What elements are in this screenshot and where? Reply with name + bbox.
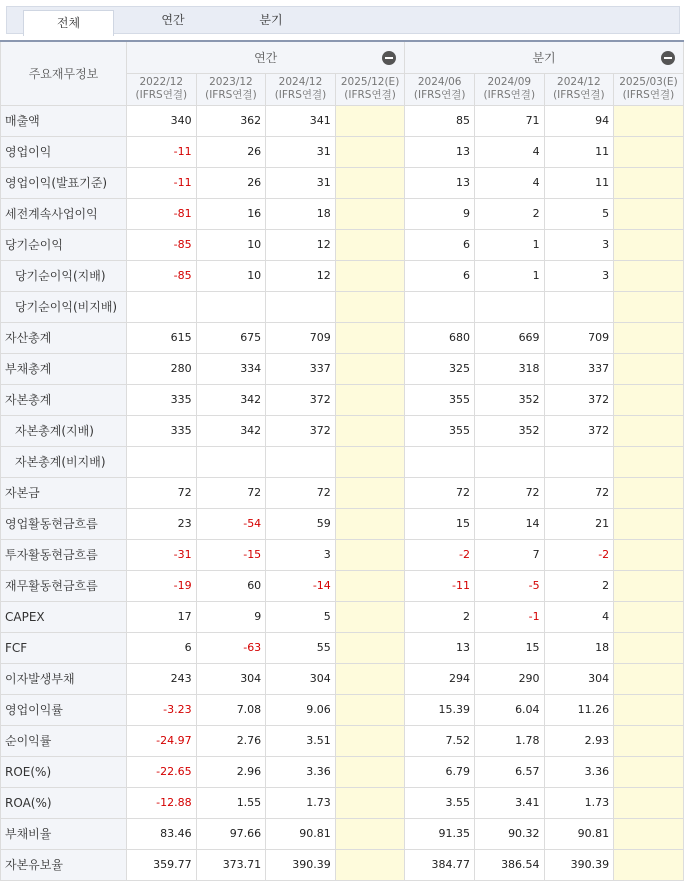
table-cell: 318: [474, 353, 544, 384]
table-cell: 1.73: [544, 787, 614, 818]
table-cell: 372: [544, 384, 614, 415]
table-cell: 4: [474, 136, 544, 167]
group-label: 분기: [532, 50, 556, 65]
period-header: [196, 73, 266, 105]
table-cell: [614, 632, 684, 663]
table-cell: 280: [127, 353, 197, 384]
period-basis: (IFRS연결): [135, 89, 188, 101]
table-cell: [335, 632, 405, 663]
table-cell: 355: [405, 415, 475, 446]
period-header: [266, 73, 336, 105]
table-cell: [335, 694, 405, 725]
table-cell: [614, 508, 684, 539]
group-header-quarterly: [405, 41, 683, 73]
table-cell: 675: [196, 322, 266, 353]
period-date: 2023/12: [209, 76, 253, 88]
table-cell: [335, 725, 405, 756]
table-cell: 4: [474, 167, 544, 198]
table-cell: [614, 818, 684, 849]
period-basis: (IFRS연결): [413, 89, 466, 101]
table-cell: 7: [474, 539, 544, 570]
table-cell: -63: [196, 632, 266, 663]
period-date: 2024/09: [487, 76, 532, 88]
table-cell: 7.52: [405, 725, 475, 756]
table-cell: 390.39: [266, 849, 336, 880]
table-cell: 3.51: [266, 725, 336, 756]
table-cell: 12: [266, 229, 336, 260]
table-cell: [335, 353, 405, 384]
table-cell: 26: [196, 136, 266, 167]
table-cell: 372: [266, 415, 336, 446]
minus-circle-icon[interactable]: [382, 51, 396, 65]
row-label: 자본총계(지배): [1, 415, 127, 446]
table-cell: 59: [266, 508, 336, 539]
table-cell: 290: [474, 663, 544, 694]
row-label: 자본총계(비지배): [1, 446, 127, 477]
table-cell: [614, 694, 684, 725]
table-cell: 1.55: [196, 787, 266, 818]
period-header: [544, 73, 614, 105]
table-cell: 14: [474, 508, 544, 539]
table-cell: 18: [544, 632, 614, 663]
table-cell: -24.97: [127, 725, 197, 756]
table-row: [1, 446, 684, 477]
table-cell: [335, 198, 405, 229]
table-cell: -85: [127, 229, 197, 260]
row-label: 자본유보율: [1, 849, 127, 880]
table-cell: [335, 601, 405, 632]
table-cell: -19: [127, 570, 197, 601]
table-cell: 10: [196, 260, 266, 291]
row-label: 부채비율: [1, 818, 127, 849]
table-cell: [196, 291, 266, 322]
table-cell: 3.55: [405, 787, 475, 818]
period-basis: (IFRS연결): [622, 89, 675, 101]
table-cell: 2.76: [196, 725, 266, 756]
table-cell: 6.04: [474, 694, 544, 725]
table-cell: 342: [196, 384, 266, 415]
table-cell: 709: [544, 322, 614, 353]
table-cell: [614, 446, 684, 477]
group-label: 연간: [254, 50, 278, 65]
table-cell: -81: [127, 198, 197, 229]
table-cell: [474, 446, 544, 477]
row-label: ROE(%): [1, 756, 127, 787]
table-cell: 2: [544, 570, 614, 601]
row-label: CAPEX: [1, 601, 127, 632]
table-cell: 6.79: [405, 756, 475, 787]
table-cell: [335, 539, 405, 570]
table-cell: [335, 570, 405, 601]
table-cell: 31: [266, 136, 336, 167]
table-cell: [335, 787, 405, 818]
table-cell: 90.81: [544, 818, 614, 849]
period-date: 2025/12(E): [340, 76, 400, 88]
row-label: 자본총계: [1, 384, 127, 415]
table-cell: [544, 291, 614, 322]
table-row: [1, 570, 684, 601]
period-basis: (IFRS연결): [483, 89, 536, 101]
table-cell: 72: [544, 477, 614, 508]
table-cell: 83.46: [127, 818, 197, 849]
table-row: [1, 167, 684, 198]
table-cell: 243: [127, 663, 197, 694]
table-cell: 26: [196, 167, 266, 198]
table-cell: -54: [196, 508, 266, 539]
table-cell: [614, 353, 684, 384]
period-header: [614, 73, 684, 105]
table-cell: [335, 415, 405, 446]
table-cell: 60: [196, 570, 266, 601]
table-cell: [614, 663, 684, 694]
table-cell: 2: [474, 198, 544, 229]
row-label: 영업활동현금흐름: [1, 508, 127, 539]
table-cell: -11: [127, 167, 197, 198]
period-basis: (IFRS연결): [205, 89, 257, 101]
row-label: 영업이익(발표기준): [1, 167, 127, 198]
table-cell: 384.77: [405, 849, 475, 880]
table-cell: -12.88: [127, 787, 197, 818]
table-cell: [614, 570, 684, 601]
table-cell: -31: [127, 539, 197, 570]
table-cell: 85: [405, 105, 475, 136]
table-cell: -1: [474, 601, 544, 632]
row-label: 당기순이익: [1, 229, 127, 260]
table-cell: 3: [544, 229, 614, 260]
table-cell: [614, 756, 684, 787]
table-cell: 355: [405, 384, 475, 415]
period-header: [405, 73, 475, 105]
table-cell: 90.32: [474, 818, 544, 849]
table-cell: 337: [544, 353, 614, 384]
tab-annual[interactable]: 연간: [161, 13, 185, 27]
table-cell: 10: [196, 229, 266, 260]
table-cell: 71: [474, 105, 544, 136]
period-basis: (IFRS연결): [553, 89, 605, 101]
table-row: [1, 229, 684, 260]
row-label: 영업이익: [1, 136, 127, 167]
table-cell: 3: [266, 539, 336, 570]
table-cell: 304: [196, 663, 266, 694]
table-cell: [474, 291, 544, 322]
row-label: 이자발생부채: [1, 663, 127, 694]
table-cell: 373.71: [196, 849, 266, 880]
table-cell: [335, 849, 405, 880]
table-cell: 335: [127, 415, 197, 446]
row-label: 자본금: [1, 477, 127, 508]
table-cell: 17: [127, 601, 197, 632]
table-cell: 21: [544, 508, 614, 539]
table-cell: [335, 663, 405, 694]
table-row: [1, 291, 684, 322]
table-cell: [614, 198, 684, 229]
group-header-annual: [127, 41, 405, 73]
table-cell: 335: [127, 384, 197, 415]
period-date: 2024/12: [557, 76, 601, 88]
table-cell: 72: [266, 477, 336, 508]
table-cell: [266, 446, 336, 477]
table-cell: -85: [127, 260, 197, 291]
table-cell: [335, 477, 405, 508]
table-row: [1, 322, 684, 353]
table-cell: 6: [405, 229, 475, 260]
table-cell: [614, 787, 684, 818]
period-date: 2025/03(E): [619, 76, 678, 88]
period-date: 2022/12: [139, 76, 184, 88]
period-header: [335, 73, 405, 105]
table-cell: 12: [266, 260, 336, 291]
table-cell: 1: [474, 260, 544, 291]
table-cell: [614, 260, 684, 291]
table-row: [1, 415, 684, 446]
table-row: [1, 384, 684, 415]
row-label: 당기순이익(비지배): [1, 291, 127, 322]
table-cell: 352: [474, 415, 544, 446]
table-cell: [335, 105, 405, 136]
table-cell: 680: [405, 322, 475, 353]
period-basis: (IFRS연결): [274, 89, 327, 101]
table-cell: [614, 384, 684, 415]
table-cell: [614, 105, 684, 136]
table-cell: 15: [405, 508, 475, 539]
row-label: 투자활동현금흐름: [1, 539, 127, 570]
table-cell: [335, 384, 405, 415]
row-label: ROA(%): [1, 787, 127, 818]
table-cell: -2: [405, 539, 475, 570]
table-cell: 94: [544, 105, 614, 136]
table-row: [1, 818, 684, 849]
table-cell: 72: [474, 477, 544, 508]
row-label: 자산총계: [1, 322, 127, 353]
row-label: 재무활동현금흐름: [1, 570, 127, 601]
table-cell: 1.73: [266, 787, 336, 818]
table-cell: 341: [266, 105, 336, 136]
table-cell: 72: [196, 477, 266, 508]
table-cell: 6: [127, 632, 197, 663]
table-cell: 31: [266, 167, 336, 198]
table-cell: 3.41: [474, 787, 544, 818]
table-cell: [127, 446, 197, 477]
table-cell: [335, 260, 405, 291]
table-cell: [405, 446, 475, 477]
table-cell: 2: [405, 601, 475, 632]
table-cell: [614, 539, 684, 570]
table-cell: 1.78: [474, 725, 544, 756]
table-cell: 362: [196, 105, 266, 136]
table-row: [1, 787, 684, 818]
table-row: [1, 198, 684, 229]
table-row: [1, 849, 684, 880]
table-cell: [614, 415, 684, 446]
table-cell: 337: [266, 353, 336, 384]
table-cell: 6: [405, 260, 475, 291]
table-cell: [335, 229, 405, 260]
table-cell: [614, 167, 684, 198]
minus-circle-icon[interactable]: [661, 51, 675, 65]
table-cell: [335, 756, 405, 787]
table-cell: 304: [544, 663, 614, 694]
table-cell: -3.23: [127, 694, 197, 725]
table-cell: [335, 446, 405, 477]
table-cell: [335, 322, 405, 353]
corner-header: 주요재무정보: [1, 41, 127, 105]
table-row: [1, 694, 684, 725]
table-row: [1, 601, 684, 632]
table-cell: 342: [196, 415, 266, 446]
tab-quarterly[interactable]: 분기: [259, 13, 283, 27]
table-cell: [614, 477, 684, 508]
table-cell: 13: [405, 167, 475, 198]
table-cell: 352: [474, 384, 544, 415]
table-cell: [405, 291, 475, 322]
tab-bar: [0, 0, 686, 40]
table-cell: 615: [127, 322, 197, 353]
table-cell: 294: [405, 663, 475, 694]
table-cell: 15: [474, 632, 544, 663]
table-cell: 91.35: [405, 818, 475, 849]
table-cell: [614, 136, 684, 167]
table-cell: -14: [266, 570, 336, 601]
period-basis: (IFRS연결): [344, 89, 396, 101]
financial-summary-table: [0, 40, 684, 881]
table-cell: 340: [127, 105, 197, 136]
table-cell: [335, 818, 405, 849]
table-cell: 386.54: [474, 849, 544, 880]
table-cell: [266, 291, 336, 322]
table-cell: 9: [405, 198, 475, 229]
table-cell: 334: [196, 353, 266, 384]
table-cell: 5: [266, 601, 336, 632]
row-label: 순이익률: [1, 725, 127, 756]
table-cell: -22.65: [127, 756, 197, 787]
table-cell: 2.96: [196, 756, 266, 787]
row-label: FCF: [1, 632, 127, 663]
table-cell: 11.26: [544, 694, 614, 725]
row-label: 영업이익률: [1, 694, 127, 725]
table-cell: 13: [405, 632, 475, 663]
row-label: 매출액: [1, 105, 127, 136]
table-cell: 669: [474, 322, 544, 353]
period-date: 2024/06: [417, 76, 462, 88]
table-row: [1, 477, 684, 508]
table-row: [1, 725, 684, 756]
table-cell: [614, 229, 684, 260]
table-cell: 55: [266, 632, 336, 663]
table-cell: 23: [127, 508, 197, 539]
row-label: 세전계속사업이익: [1, 198, 127, 229]
table-cell: 13: [405, 136, 475, 167]
table-cell: 9.06: [266, 694, 336, 725]
period-header: [474, 73, 544, 105]
row-label: 당기순이익(지배): [1, 260, 127, 291]
table-row: [1, 539, 684, 570]
period-date: 2024/12: [278, 76, 323, 88]
period-header: [127, 73, 197, 105]
table-cell: 325: [405, 353, 475, 384]
table-cell: 16: [196, 198, 266, 229]
table-cell: 18: [266, 198, 336, 229]
table-cell: [335, 136, 405, 167]
table-cell: 5: [544, 198, 614, 229]
table-cell: 9: [196, 601, 266, 632]
table-cell: -11: [405, 570, 475, 601]
table-cell: 372: [266, 384, 336, 415]
table-cell: 2.93: [544, 725, 614, 756]
table-row: [1, 508, 684, 539]
table-cell: 90.81: [266, 818, 336, 849]
table-cell: 372: [544, 415, 614, 446]
table-row: [1, 105, 684, 136]
tab-all[interactable]: 전체: [23, 10, 114, 36]
table-cell: 1: [474, 229, 544, 260]
table-cell: 304: [266, 663, 336, 694]
table-cell: 359.77: [127, 849, 197, 880]
table-cell: 97.66: [196, 818, 266, 849]
table-row: [1, 260, 684, 291]
table-cell: [335, 291, 405, 322]
table-cell: [614, 849, 684, 880]
table-cell: [614, 601, 684, 632]
table-cell: 11: [544, 136, 614, 167]
row-label: 부채총계: [1, 353, 127, 384]
table-cell: [127, 291, 197, 322]
table-cell: 15.39: [405, 694, 475, 725]
table-row: [1, 136, 684, 167]
table-cell: [335, 167, 405, 198]
table-cell: 3.36: [266, 756, 336, 787]
table-cell: [196, 446, 266, 477]
table-cell: 7.08: [196, 694, 266, 725]
table-cell: 709: [266, 322, 336, 353]
table-cell: -5: [474, 570, 544, 601]
table-row: [1, 663, 684, 694]
table-cell: [544, 446, 614, 477]
table-cell: 11: [544, 167, 614, 198]
table-cell: [614, 725, 684, 756]
table-cell: 4: [544, 601, 614, 632]
table-cell: 3: [544, 260, 614, 291]
table-cell: -2: [544, 539, 614, 570]
table-cell: 6.57: [474, 756, 544, 787]
table-row: [1, 353, 684, 384]
tab-strip: [6, 6, 680, 34]
table-row: [1, 756, 684, 787]
table-cell: [614, 291, 684, 322]
table-cell: 72: [405, 477, 475, 508]
table-row: [1, 632, 684, 663]
table-cell: 390.39: [544, 849, 614, 880]
table-cell: -11: [127, 136, 197, 167]
table-cell: -15: [196, 539, 266, 570]
table-cell: [614, 322, 684, 353]
table-cell: [335, 508, 405, 539]
table-cell: 3.36: [544, 756, 614, 787]
table-cell: 72: [127, 477, 197, 508]
